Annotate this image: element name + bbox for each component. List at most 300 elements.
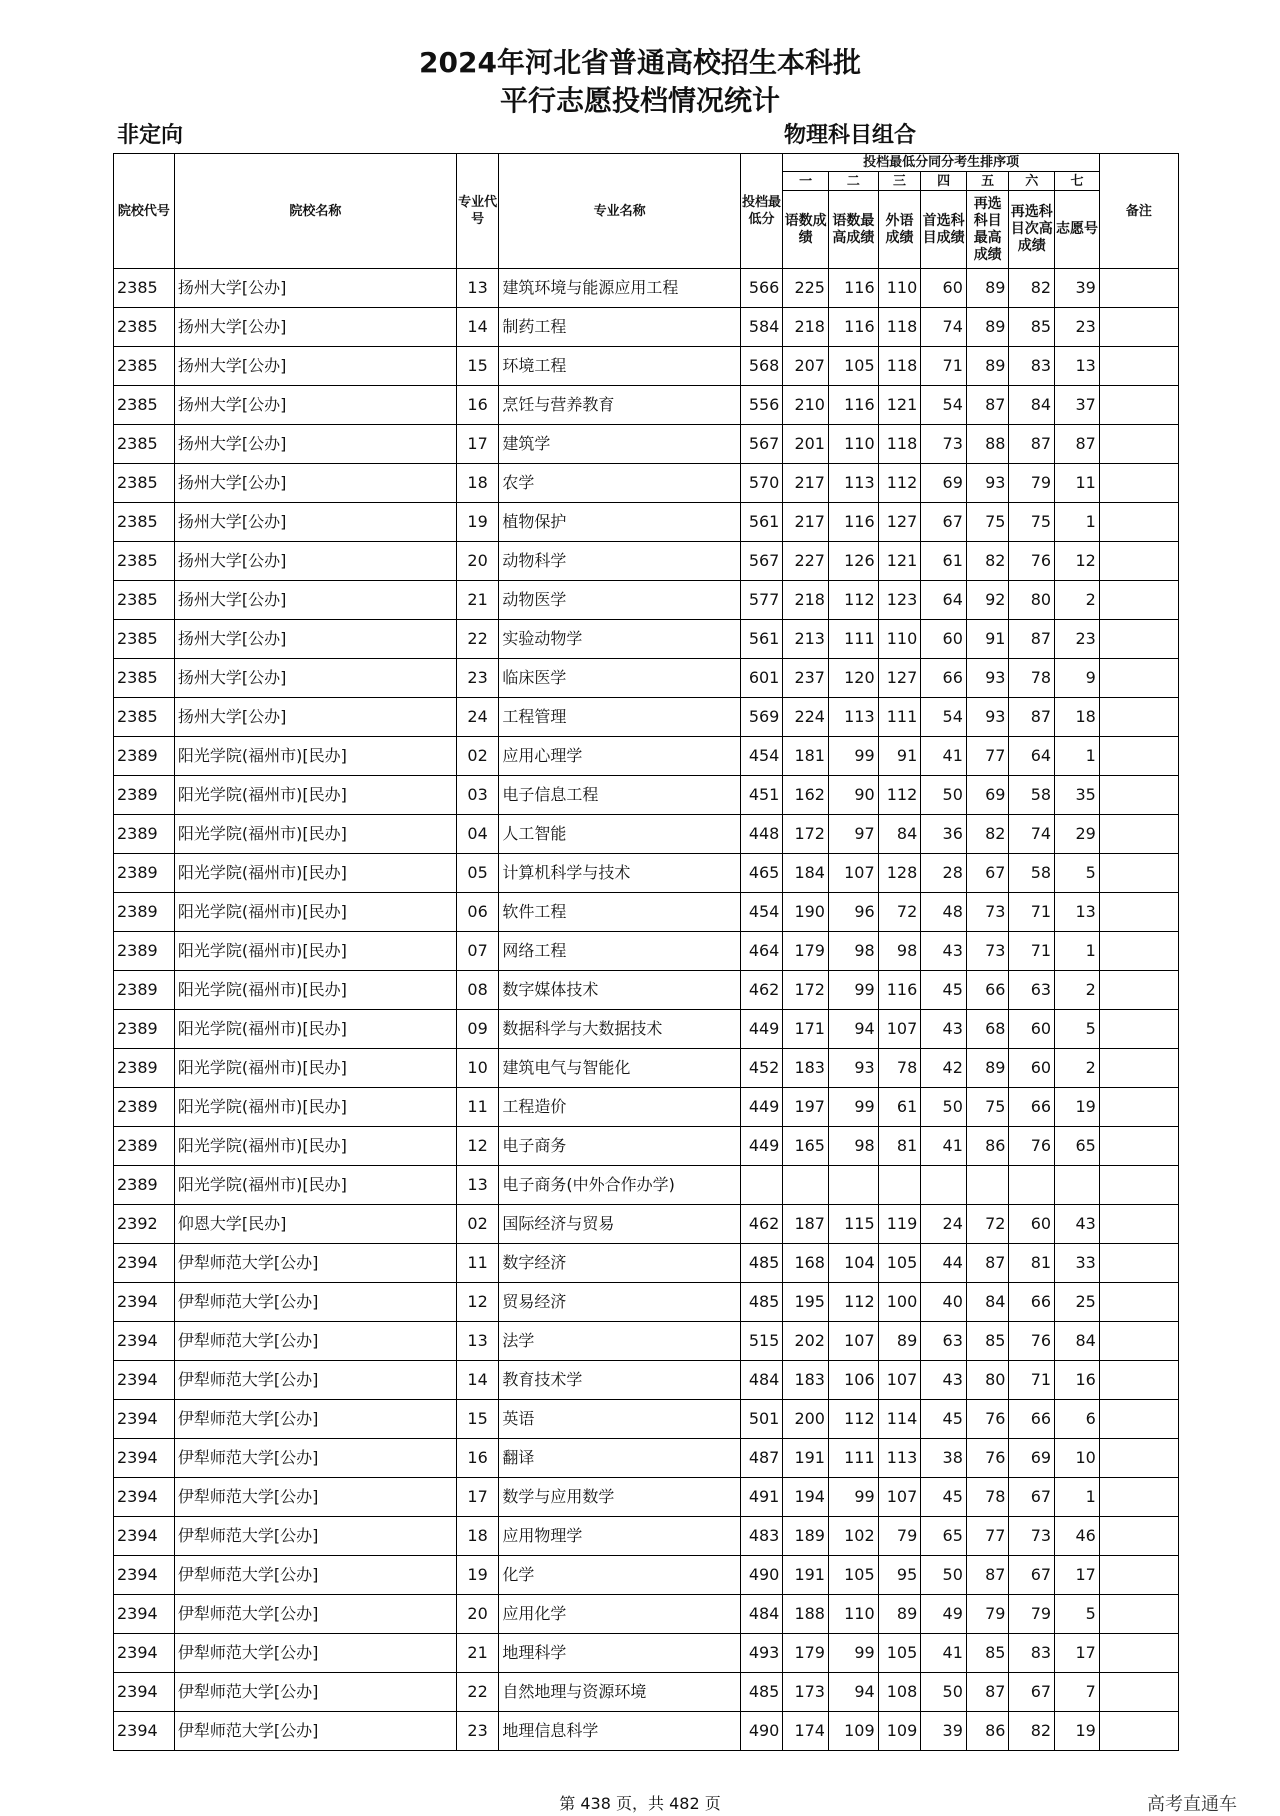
school-code-cell: 2385: [114, 386, 175, 425]
min-score-cell: 567: [740, 425, 783, 464]
preference-number-cell: 1: [1055, 737, 1100, 776]
first-subject-cell: [921, 1166, 967, 1205]
major-code-cell: 02: [456, 1205, 499, 1244]
foreign-language-cell: 123: [878, 581, 921, 620]
min-score-cell: 449: [740, 1088, 783, 1127]
chinese-math-max-cell: 115: [828, 1205, 878, 1244]
remark-cell: [1099, 1517, 1178, 1556]
foreign-language-cell: 95: [878, 1556, 921, 1595]
school-name-cell: 伊犁师范大学[公办]: [174, 1439, 456, 1478]
reselect-second-cell: 67: [1009, 1556, 1055, 1595]
preference-number-cell: 16: [1055, 1361, 1100, 1400]
min-score-cell: 515: [740, 1322, 783, 1361]
remark-cell: [1099, 932, 1178, 971]
first-subject-cell: 64: [921, 581, 967, 620]
remark-cell: [1099, 1634, 1178, 1673]
major-name-cell: 国际经济与贸易: [499, 1205, 740, 1244]
min-score-cell: 491: [740, 1478, 783, 1517]
table-row: [114, 347, 1179, 386]
table-row: [114, 425, 1179, 464]
major-name-cell: 软件工程: [499, 893, 740, 932]
header-major-code: 专业代号: [456, 154, 499, 269]
min-score-cell: 577: [740, 581, 783, 620]
chinese-math-score-cell: 237: [783, 659, 829, 698]
header-sort-item-6: 再选科目次高成绩: [1009, 191, 1055, 269]
chinese-math-score-cell: 183: [783, 1361, 829, 1400]
preference-number-cell: 13: [1055, 347, 1100, 386]
min-score-cell: 561: [740, 503, 783, 542]
chinese-math-score-cell: 200: [783, 1400, 829, 1439]
major-code-cell: 03: [456, 776, 499, 815]
school-code-cell: 2385: [114, 581, 175, 620]
preference-number-cell: 5: [1055, 1595, 1100, 1634]
chinese-math-score-cell: 184: [783, 854, 829, 893]
first-subject-cell: 36: [921, 815, 967, 854]
chinese-math-max-cell: 109: [828, 1712, 878, 1751]
major-code-cell: 22: [456, 620, 499, 659]
school-code-cell: 2385: [114, 698, 175, 737]
major-code-cell: 11: [456, 1244, 499, 1283]
reselect-max-cell: 89: [966, 347, 1009, 386]
page-footer: 第 438 页，共 482 页: [559, 1794, 721, 1813]
foreign-language-cell: 91: [878, 737, 921, 776]
table-row: [114, 1010, 1179, 1049]
chinese-math-max-cell: 116: [828, 386, 878, 425]
remark-cell: [1099, 737, 1178, 776]
foreign-language-cell: 121: [878, 386, 921, 425]
subject-combination-label: 物理科目组合: [784, 123, 917, 148]
school-name-cell: 伊犁师范大学[公办]: [174, 1712, 456, 1751]
major-code-cell: 24: [456, 698, 499, 737]
min-score-cell: 556: [740, 386, 783, 425]
remark-cell: [1099, 1556, 1178, 1595]
chinese-math-score-cell: 187: [783, 1205, 829, 1244]
reselect-second-cell: 80: [1009, 581, 1055, 620]
reselect-second-cell: 81: [1009, 1244, 1055, 1283]
table-body: [114, 269, 1179, 1751]
remark-cell: [1099, 425, 1178, 464]
preference-number-cell: 87: [1055, 425, 1100, 464]
school-name-cell: 扬州大学[公办]: [174, 464, 456, 503]
school-code-cell: 2394: [114, 1712, 175, 1751]
foreign-language-cell: 108: [878, 1673, 921, 1712]
school-code-cell: 2394: [114, 1673, 175, 1712]
school-code-cell: 2394: [114, 1439, 175, 1478]
foreign-language-cell: 116: [878, 971, 921, 1010]
reselect-max-cell: 85: [966, 1322, 1009, 1361]
major-name-cell: 建筑电气与智能化: [499, 1049, 740, 1088]
reselect-max-cell: 89: [966, 308, 1009, 347]
preference-number-cell: 18: [1055, 698, 1100, 737]
major-code-cell: 07: [456, 932, 499, 971]
school-name-cell: 阳光学院(福州市)[民办]: [174, 1010, 456, 1049]
school-name-cell: 阳光学院(福州市)[民办]: [174, 893, 456, 932]
chinese-math-max-cell: 116: [828, 269, 878, 308]
school-code-cell: 2394: [114, 1244, 175, 1283]
reselect-second-cell: 83: [1009, 347, 1055, 386]
foreign-language-cell: [878, 1166, 921, 1205]
preference-number-cell: 5: [1055, 1010, 1100, 1049]
header-min-score: 投档最低分: [740, 154, 783, 269]
min-score-cell: 485: [740, 1283, 783, 1322]
chinese-math-score-cell: 190: [783, 893, 829, 932]
min-score-cell: 484: [740, 1361, 783, 1400]
major-code-cell: 22: [456, 1673, 499, 1712]
table-row: [114, 776, 1179, 815]
school-code-cell: 2389: [114, 1049, 175, 1088]
school-name-cell: 扬州大学[公办]: [174, 347, 456, 386]
school-code-cell: 2394: [114, 1400, 175, 1439]
table-row: [114, 1322, 1179, 1361]
chinese-math-score-cell: 210: [783, 386, 829, 425]
table-row: [114, 1283, 1179, 1322]
major-code-cell: 14: [456, 1361, 499, 1400]
reselect-max-cell: 84: [966, 1283, 1009, 1322]
min-score-cell: 569: [740, 698, 783, 737]
school-code-cell: 2389: [114, 776, 175, 815]
school-name-cell: 阳光学院(福州市)[民办]: [174, 971, 456, 1010]
school-name-cell: 扬州大学[公办]: [174, 542, 456, 581]
header-order-2: 二: [828, 172, 878, 191]
document-title-line1: 2024年河北省普通高校招生本科批: [419, 46, 861, 79]
remark-cell: [1099, 620, 1178, 659]
chinese-math-max-cell: 111: [828, 620, 878, 659]
reselect-second-cell: 76: [1009, 1127, 1055, 1166]
school-name-cell: 阳光学院(福州市)[民办]: [174, 737, 456, 776]
chinese-math-score-cell: 172: [783, 971, 829, 1010]
school-name-cell: 伊犁师范大学[公办]: [174, 1634, 456, 1673]
chinese-math-max-cell: 102: [828, 1517, 878, 1556]
school-code-cell: 2385: [114, 620, 175, 659]
major-name-cell: 翻译: [499, 1439, 740, 1478]
min-score-cell: 462: [740, 971, 783, 1010]
foreign-language-cell: 127: [878, 659, 921, 698]
major-name-cell: 数学与应用数学: [499, 1478, 740, 1517]
table-row: [114, 1439, 1179, 1478]
chinese-math-max-cell: 99: [828, 971, 878, 1010]
min-score-cell: 454: [740, 893, 783, 932]
reselect-max-cell: 87: [966, 386, 1009, 425]
reselect-max-cell: [966, 1166, 1009, 1205]
chinese-math-max-cell: 113: [828, 464, 878, 503]
reselect-second-cell: 71: [1009, 893, 1055, 932]
chinese-math-score-cell: 173: [783, 1673, 829, 1712]
remark-cell: [1099, 386, 1178, 425]
school-code-cell: 2389: [114, 815, 175, 854]
first-subject-cell: 41: [921, 737, 967, 776]
chinese-math-score-cell: 168: [783, 1244, 829, 1283]
remark-cell: [1099, 308, 1178, 347]
major-name-cell: 建筑环境与能源应用工程: [499, 269, 740, 308]
reselect-max-cell: 76: [966, 1400, 1009, 1439]
chinese-math-max-cell: 98: [828, 932, 878, 971]
reselect-max-cell: 68: [966, 1010, 1009, 1049]
first-subject-cell: 48: [921, 893, 967, 932]
reselect-second-cell: 69: [1009, 1439, 1055, 1478]
preference-number-cell: 23: [1055, 620, 1100, 659]
major-name-cell: 制药工程: [499, 308, 740, 347]
remark-cell: [1099, 1361, 1178, 1400]
major-name-cell: 临床医学: [499, 659, 740, 698]
remark-cell: [1099, 1088, 1178, 1127]
major-code-cell: 18: [456, 1517, 499, 1556]
first-subject-cell: 44: [921, 1244, 967, 1283]
min-score-cell: 493: [740, 1634, 783, 1673]
table-row: [114, 1478, 1179, 1517]
foreign-language-cell: 84: [878, 815, 921, 854]
major-code-cell: 09: [456, 1010, 499, 1049]
min-score-cell: 449: [740, 1010, 783, 1049]
major-name-cell: 应用心理学: [499, 737, 740, 776]
table-row: [114, 581, 1179, 620]
school-name-cell: 仰恩大学[民办]: [174, 1205, 456, 1244]
major-name-cell: 自然地理与资源环境: [499, 1673, 740, 1712]
chinese-math-score-cell: 179: [783, 1634, 829, 1673]
school-name-cell: 扬州大学[公办]: [174, 698, 456, 737]
reselect-second-cell: 60: [1009, 1049, 1055, 1088]
remark-cell: [1099, 1439, 1178, 1478]
major-name-cell: 法学: [499, 1322, 740, 1361]
school-name-cell: 扬州大学[公办]: [174, 386, 456, 425]
reselect-max-cell: 73: [966, 893, 1009, 932]
school-name-cell: 阳光学院(福州市)[民办]: [174, 1166, 456, 1205]
reselect-second-cell: 67: [1009, 1478, 1055, 1517]
preference-number-cell: 10: [1055, 1439, 1100, 1478]
foreign-language-cell: 113: [878, 1439, 921, 1478]
school-code-cell: 2385: [114, 464, 175, 503]
reselect-second-cell: 87: [1009, 425, 1055, 464]
chinese-math-score-cell: 191: [783, 1439, 829, 1478]
remark-cell: [1099, 464, 1178, 503]
chinese-math-max-cell: 105: [828, 347, 878, 386]
min-score-cell: 490: [740, 1556, 783, 1595]
reselect-max-cell: 93: [966, 464, 1009, 503]
foreign-language-cell: 105: [878, 1244, 921, 1283]
table-row: [114, 971, 1179, 1010]
preference-number-cell: 1: [1055, 503, 1100, 542]
chinese-math-max-cell: 97: [828, 815, 878, 854]
major-name-cell: 人工智能: [499, 815, 740, 854]
chinese-math-max-cell: 112: [828, 581, 878, 620]
min-score-cell: 567: [740, 542, 783, 581]
chinese-math-score-cell: 202: [783, 1322, 829, 1361]
reselect-max-cell: 82: [966, 815, 1009, 854]
header-order-4: 四: [921, 172, 967, 191]
first-subject-cell: 28: [921, 854, 967, 893]
major-code-cell: 18: [456, 464, 499, 503]
school-code-cell: 2385: [114, 542, 175, 581]
school-code-cell: 2389: [114, 1010, 175, 1049]
major-name-cell: 地理信息科学: [499, 1712, 740, 1751]
table-row: [114, 1244, 1179, 1283]
preference-number-cell: 39: [1055, 269, 1100, 308]
reselect-second-cell: 60: [1009, 1010, 1055, 1049]
chinese-math-max-cell: 116: [828, 503, 878, 542]
school-code-cell: 2394: [114, 1556, 175, 1595]
min-score-cell: 465: [740, 854, 783, 893]
reselect-second-cell: 66: [1009, 1088, 1055, 1127]
first-subject-cell: 42: [921, 1049, 967, 1088]
first-subject-cell: 50: [921, 1673, 967, 1712]
foreign-language-cell: 107: [878, 1361, 921, 1400]
remark-cell: [1099, 1283, 1178, 1322]
school-code-cell: 2389: [114, 932, 175, 971]
min-score-cell: 561: [740, 620, 783, 659]
preference-number-cell: 25: [1055, 1283, 1100, 1322]
chinese-math-max-cell: 116: [828, 308, 878, 347]
major-name-cell: 农学: [499, 464, 740, 503]
school-code-cell: 2389: [114, 1088, 175, 1127]
preference-number-cell: 5: [1055, 854, 1100, 893]
header-sort-item-5: 再选科目最高成绩: [966, 191, 1009, 269]
school-code-cell: 2394: [114, 1283, 175, 1322]
chinese-math-score-cell: 225: [783, 269, 829, 308]
remark-cell: [1099, 1673, 1178, 1712]
school-name-cell: 伊犁师范大学[公办]: [174, 1244, 456, 1283]
chinese-math-score-cell: 181: [783, 737, 829, 776]
reselect-second-cell: 74: [1009, 815, 1055, 854]
reselect-max-cell: 67: [966, 854, 1009, 893]
foreign-language-cell: 110: [878, 269, 921, 308]
header-order-5: 五: [966, 172, 1009, 191]
preference-number-cell: 65: [1055, 1127, 1100, 1166]
foreign-language-cell: 105: [878, 1634, 921, 1673]
major-code-cell: 23: [456, 659, 499, 698]
table-row: [114, 1517, 1179, 1556]
major-name-cell: 贸易经济: [499, 1283, 740, 1322]
school-code-cell: 2389: [114, 854, 175, 893]
reselect-max-cell: 93: [966, 698, 1009, 737]
school-name-cell: 伊犁师范大学[公办]: [174, 1556, 456, 1595]
reselect-second-cell: 84: [1009, 386, 1055, 425]
reselect-max-cell: 77: [966, 1517, 1009, 1556]
table-row: [114, 659, 1179, 698]
chinese-math-max-cell: 106: [828, 1361, 878, 1400]
preference-number-cell: 84: [1055, 1322, 1100, 1361]
header-sort-item-2: 语数最高成绩: [828, 191, 878, 269]
min-score-cell: 451: [740, 776, 783, 815]
major-name-cell: 环境工程: [499, 347, 740, 386]
min-score-cell: 464: [740, 932, 783, 971]
school-code-cell: 2394: [114, 1595, 175, 1634]
header-sort-group: 投档最低分同分考生排序项: [783, 154, 1099, 172]
preference-number-cell: 35: [1055, 776, 1100, 815]
min-score-cell: 601: [740, 659, 783, 698]
major-name-cell: 数字经济: [499, 1244, 740, 1283]
major-code-cell: 19: [456, 1556, 499, 1595]
reselect-second-cell: 67: [1009, 1673, 1055, 1712]
school-name-cell: 扬州大学[公办]: [174, 425, 456, 464]
school-code-cell: 2385: [114, 659, 175, 698]
major-code-cell: 13: [456, 269, 499, 308]
major-name-cell: 工程造价: [499, 1088, 740, 1127]
school-code-cell: 2394: [114, 1478, 175, 1517]
min-score-cell: 448: [740, 815, 783, 854]
preference-number-cell: 37: [1055, 386, 1100, 425]
reselect-second-cell: 87: [1009, 620, 1055, 659]
reselect-second-cell: 64: [1009, 737, 1055, 776]
remark-cell: [1099, 893, 1178, 932]
chinese-math-max-cell: 99: [828, 737, 878, 776]
school-code-cell: 2394: [114, 1634, 175, 1673]
table-row: [114, 1127, 1179, 1166]
remark-cell: [1099, 1244, 1178, 1283]
major-code-cell: 08: [456, 971, 499, 1010]
first-subject-cell: 41: [921, 1127, 967, 1166]
preference-number-cell: 2: [1055, 971, 1100, 1010]
school-name-cell: 扬州大学[公办]: [174, 659, 456, 698]
reselect-max-cell: 75: [966, 503, 1009, 542]
preference-number-cell: [1055, 1166, 1100, 1205]
min-score-cell: 566: [740, 269, 783, 308]
foreign-language-cell: 118: [878, 347, 921, 386]
remark-cell: [1099, 1205, 1178, 1244]
first-subject-cell: 73: [921, 425, 967, 464]
reselect-max-cell: 93: [966, 659, 1009, 698]
school-name-cell: 扬州大学[公办]: [174, 269, 456, 308]
table-row: [114, 1088, 1179, 1127]
major-code-cell: 15: [456, 347, 499, 386]
table-row: [114, 1673, 1179, 1712]
remark-cell: [1099, 698, 1178, 737]
remark-cell: [1099, 815, 1178, 854]
reselect-second-cell: 71: [1009, 1361, 1055, 1400]
table-row: [114, 620, 1179, 659]
foreign-language-cell: 107: [878, 1478, 921, 1517]
chinese-math-max-cell: [828, 1166, 878, 1205]
chinese-math-max-cell: 110: [828, 1595, 878, 1634]
preference-number-cell: 23: [1055, 308, 1100, 347]
school-code-cell: 2389: [114, 1166, 175, 1205]
major-code-cell: 17: [456, 1478, 499, 1517]
chinese-math-max-cell: 105: [828, 1556, 878, 1595]
first-subject-cell: 45: [921, 971, 967, 1010]
table-row: [114, 1556, 1179, 1595]
table-row: [114, 308, 1179, 347]
foreign-language-cell: 127: [878, 503, 921, 542]
reselect-second-cell: 73: [1009, 1517, 1055, 1556]
first-subject-cell: 41: [921, 1634, 967, 1673]
remark-cell: [1099, 1166, 1178, 1205]
min-score-cell: 484: [740, 1595, 783, 1634]
reselect-second-cell: 83: [1009, 1634, 1055, 1673]
chinese-math-max-cell: 93: [828, 1049, 878, 1088]
preference-number-cell: 9: [1055, 659, 1100, 698]
document-title-line2: 平行志愿投档情况统计: [499, 84, 780, 117]
min-score-cell: [740, 1166, 783, 1205]
major-name-cell: 工程管理: [499, 698, 740, 737]
school-code-cell: 2389: [114, 893, 175, 932]
major-code-cell: 12: [456, 1127, 499, 1166]
major-code-cell: 16: [456, 1439, 499, 1478]
major-name-cell: 烹饪与营养教育: [499, 386, 740, 425]
remark-cell: [1099, 347, 1178, 386]
reselect-second-cell: 76: [1009, 1322, 1055, 1361]
chinese-math-score-cell: 218: [783, 308, 829, 347]
first-subject-cell: 54: [921, 698, 967, 737]
first-subject-cell: 50: [921, 1556, 967, 1595]
min-score-cell: 454: [740, 737, 783, 776]
reselect-second-cell: 76: [1009, 542, 1055, 581]
first-subject-cell: 66: [921, 659, 967, 698]
table-row: [114, 893, 1179, 932]
chinese-math-max-cell: 112: [828, 1283, 878, 1322]
school-name-cell: 阳光学院(福州市)[民办]: [174, 932, 456, 971]
school-code-cell: 2394: [114, 1322, 175, 1361]
school-code-cell: 2389: [114, 1127, 175, 1166]
remark-cell: [1099, 971, 1178, 1010]
major-name-cell: 数据科学与大数据技术: [499, 1010, 740, 1049]
